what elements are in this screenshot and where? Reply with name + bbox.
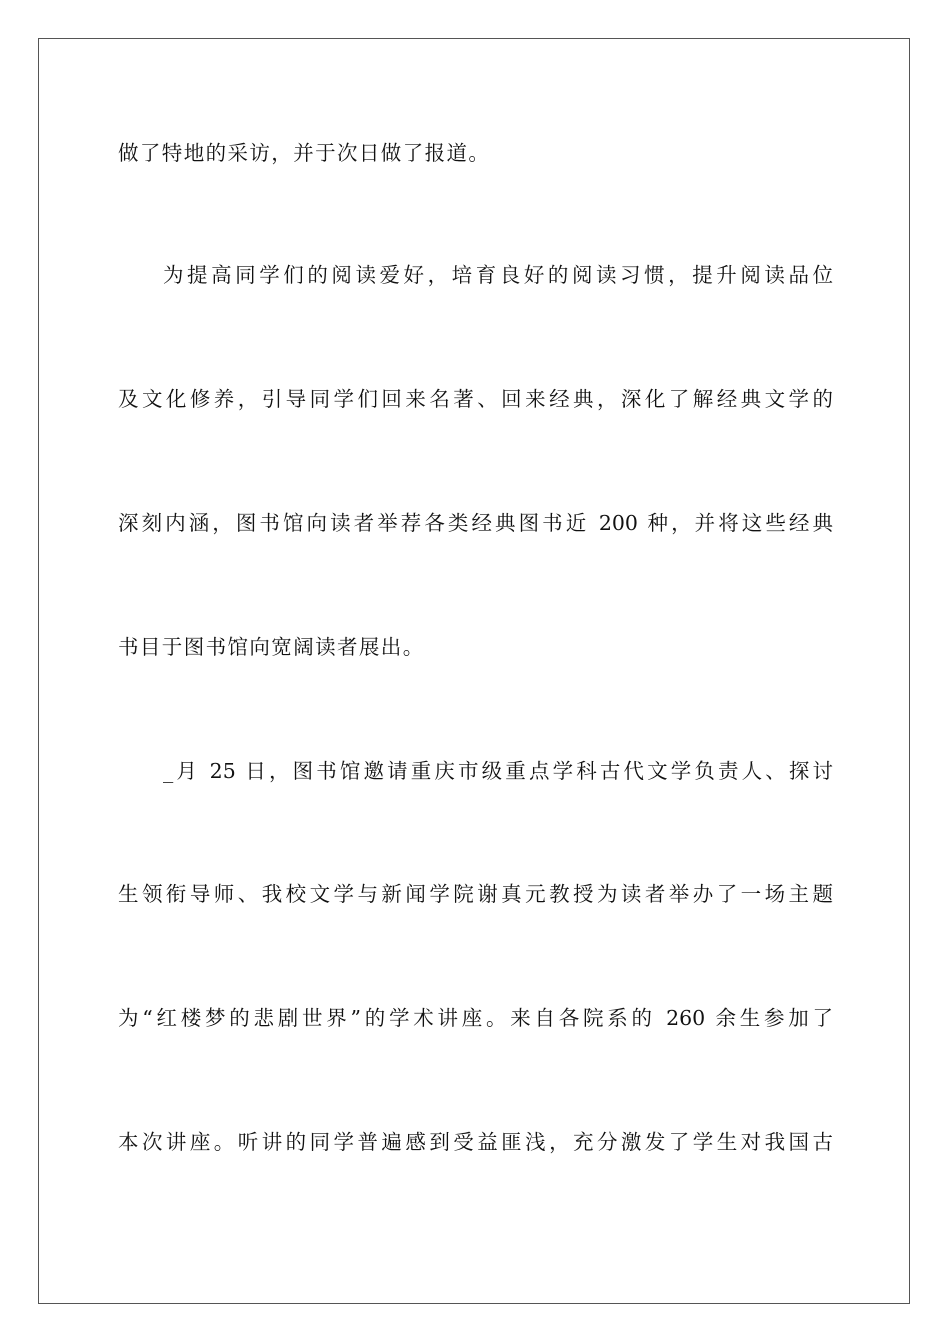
page-border [38,38,910,1304]
paragraph-2-line-2: 及文化修养，引导同学们回来名著、回来经典，深化了解经典文学的 [118,387,833,411]
paragraph-3-line-1: _月 25 日，图书馆邀请重庆市级重点学科古代文学负责人、探讨 [163,759,833,783]
paragraph-2-line-1: 为提高同学们的阅读爱好，培育良好的阅读习惯，提升阅读品位 [163,263,833,287]
paragraph-2-line-3: 深刻内涵，图书馆向读者举荐各类经典图书近 200 种，并将这些经典 [118,511,833,535]
paragraph-2-line-4: 书目于图书馆向宽阔读者展出。 [118,635,425,659]
paragraph-3-line-4: 本次讲座。听讲的同学普遍感到受益匪浅，充分激发了学生对我国古 [118,1130,833,1154]
paragraph-3-line-2: 生领衔导师、我校文学与新闻学院谢真元教授为读者举办了一场主题 [118,882,833,906]
text-line-1: 做了特地的采访，并于次日做了报道。 [118,141,491,165]
paragraph-3-line-3: 为“红楼梦的悲剧世界”的学术讲座。来自各院系的 260 余生参加了 [118,1006,833,1030]
